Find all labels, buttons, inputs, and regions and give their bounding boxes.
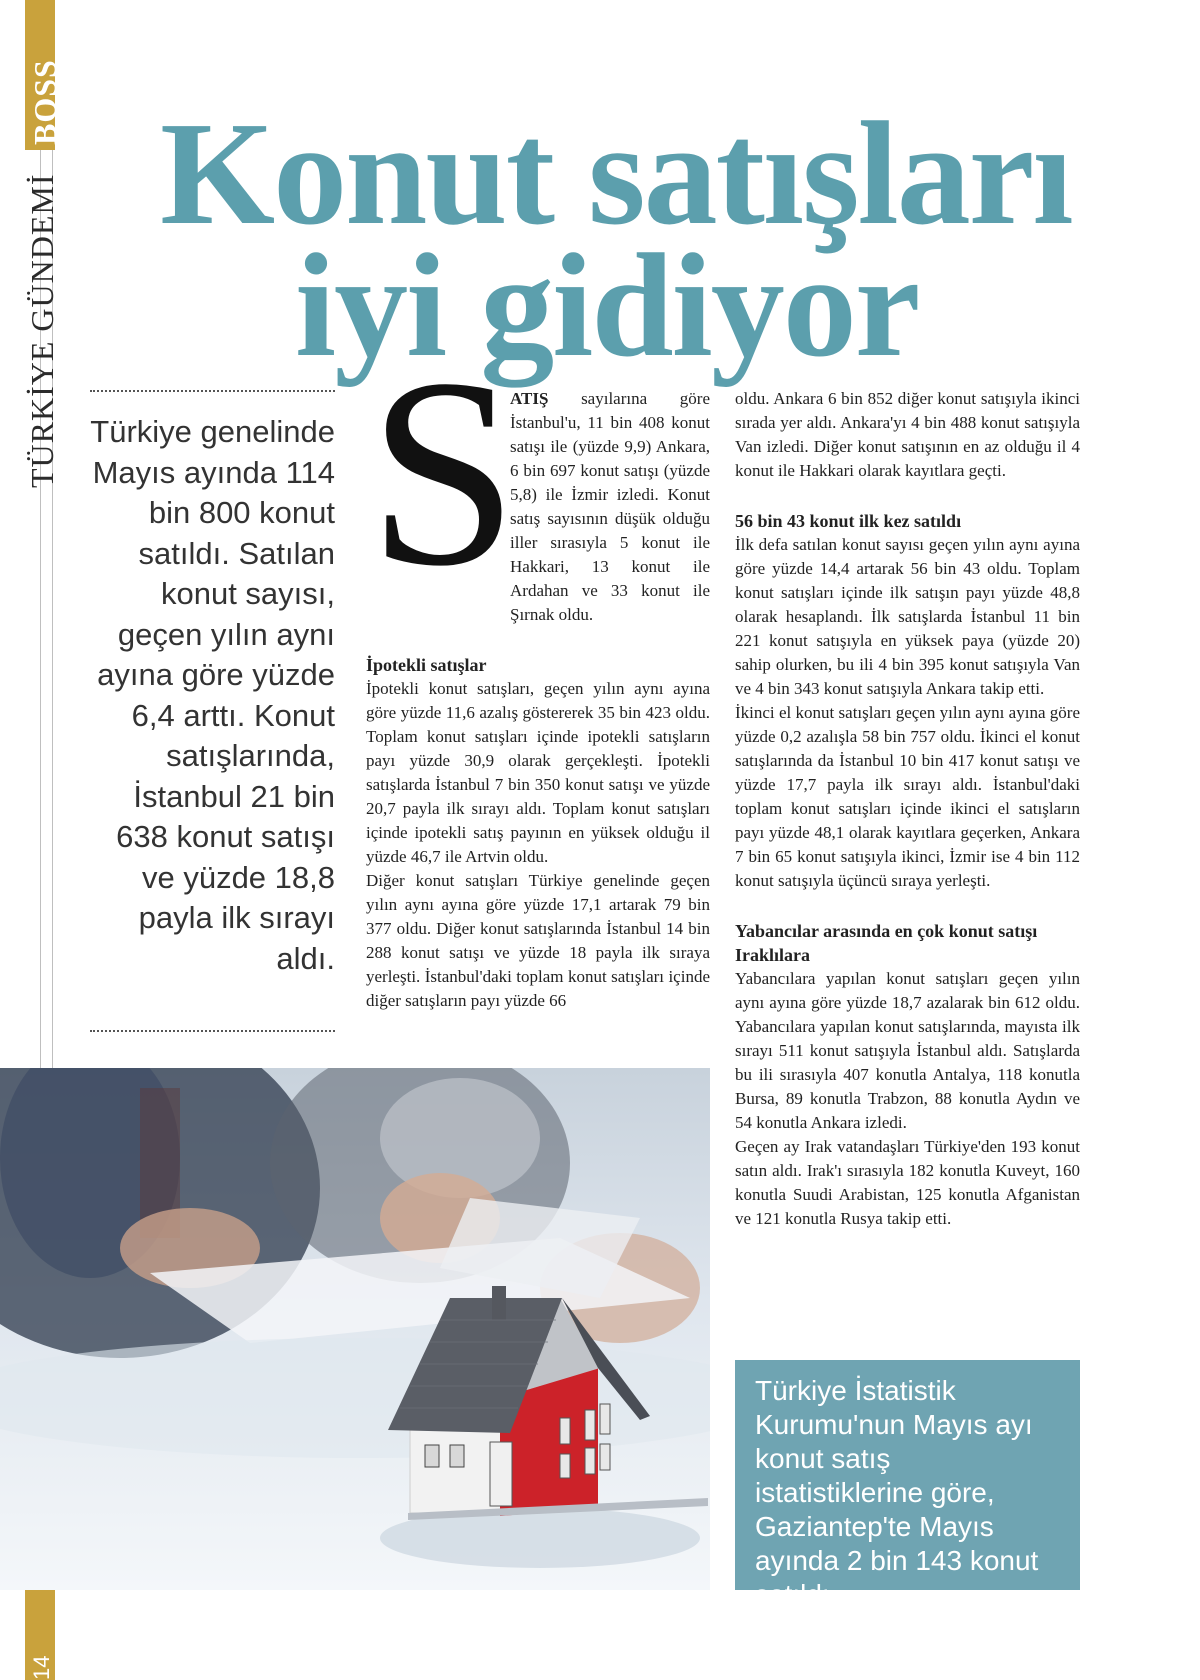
article-column-1 <box>366 387 710 1013</box>
paragraph: oldu. Ankara 6 bin 852 diğer konut satışıyla ikinci sırada yer aldı. Ankara'yı 4 bin 488 konut satışıyla Van izledi. Diğer konut satışının en az olduğu il 4 konut ile Hakkari olarak kayıtlara geçti. <box>735 389 1080 480</box>
brand-label: BOSS <box>27 59 63 145</box>
intro-lead: ATIŞ <box>510 389 549 408</box>
drop-cap: S <box>368 323 519 622</box>
paragraph: İlk defa satılan konut sayısı geçen yılın aynı ayına göre yüzde 14,4 artarak 56 bin 43 oldu. Toplam konut satışları içinde ilk satışın payı yüzde 48,8 olarak hesaplandı. İlk satışlarda İstanbul 11 bin 221 konut satışıyla en yüksek paya (yüzde 20) sahip olurken, bu ili 4 bin 395 konut satışıyla Van ve 4 bin 343 konut satışıyla Ankara takip etti. <box>735 535 1080 698</box>
intro-text: sayılarına göre İstanbul'u, 11 bin 408 konut satışı ile (yüzde 9,9) Ankara, 6 bin 697 konut satışı (yüzde 5,8) ile İzmir izledi. Konut satış sayısının düşük olduğu iller sırasıyla 5 konut ile Hakkari, 13 konut ile Ardahan ve 33 konut ile Şırnak oldu. <box>510 389 710 624</box>
house-on-desk-illustration <box>0 1068 710 1590</box>
paragraph: Diğer konut satışları Türkiye genelinde geçen yılın aynı ayına göre yüzde 17,1 artarak 79 bin 377 oldu. Diğer konut satışlarında İstanbul 14 bin 288 konut satışı ve yüzde 18 payla ilk sıraya yerleşti. İstanbul'daki toplam konut satışları içinde diğer satışların payı yüzde 66 <box>366 871 710 1010</box>
page-number: 14 <box>29 1655 54 1680</box>
intro-paragraph <box>510 387 710 627</box>
headline-line-2: iyi gidiyor <box>295 224 919 388</box>
paragraph: Yabancılara yapılan konut satışları geçen yılın aynı ayına göre yüzde 18,7 azalarak bin 612 oldu. Yabancılara yapılan konut satışlarında, mayısta ilk sırayı 511 konut satışıyla İstanbul aldı. Satışlarda bu ili sırasıyla 407 konutla Antalya, 118 konutla Bursa, 89 konutla Trabzon, 88 konutla Aydın ve 54 konutla Ankara izledi. <box>735 969 1080 1132</box>
pull-quote: Türkiye genelinde Mayıs ayında 114 bin 800 konut satıldı. Satılan konut sayısı, geçen yılın aynı ayına göre yüzde 6,4 arttı. Konut satışlarında, İstanbul 21 bin 638 konut satışı ve yüzde 18,8 payla ilk sırayı aldı. <box>90 414 335 976</box>
section-label: TÜRKİYE GÜNDEMİ <box>24 173 60 488</box>
section-heading-mortgage: İpotekli satışlar <box>366 655 487 675</box>
section-heading-foreign-sales: Yabancılar arasında en çok konut satışı Iraklılara <box>735 921 1038 965</box>
paragraph: Geçen ay Irak vatandaşları Türkiye'den 193 konut satın aldı. Irak'ı sırasıyla 182 konutla Kuveyt, 160 konutla Suudi Arabistan, 125 konutla Afganistan ve 121 konutla Rusya takip etti. <box>735 1137 1080 1228</box>
headline-line-1: Konut satışları <box>160 92 1072 256</box>
article-photo <box>0 1068 710 1590</box>
article-column-2 <box>735 387 1080 1231</box>
info-box: Türkiye İstatistik Kurumu'nun Mayıs ayı konut satış istatistiklerine göre, Gaziantep'te Mayıs ayında 2 bin 143 konut satıldı. <box>735 1360 1080 1590</box>
section-heading-first-sales: 56 bin 43 konut ilk kez satıldı <box>735 511 962 531</box>
divider-bottom <box>90 1030 335 1032</box>
paragraph: İkinci el konut satışları geçen yılın aynı ayına göre yüzde 0,2 azalışla 58 bin 757 oldu. İkinci el konut satışlarında da İstanbul 10 bin 417 konut satışı ve yüzde 17,7 payla ilk sırayı aldı. İstanbul'daki toplam konut satışları içinde ikinci el satışların payı yüzde 48,1 olarak kayıtlara geçerken, Ankara 7 bin 65 konut satışıyla ikinci, İzmir ise 4 bin 112 konut satışıyla üçüncü sıraya yerleşti. <box>735 703 1080 890</box>
divider-top <box>90 390 335 392</box>
paragraph: İpotekli konut satışları, geçen yılın aynı ayına göre yüzde 11,6 azalış göstererek 35 bin 423 oldu. Toplam konut satışları içinde ipotekli satışların payı yüzde 30,9 olarak gerçekleşti. İpotekli satışlarda İstanbul 7 bin 350 konut satışı ve yüzde 20,7 payla ilk sırayı aldı. Toplam konut satışları içinde ipotekli satış payının en yüksek olduğu il yüzde 46,7 ile Artvin oldu. <box>366 679 710 866</box>
